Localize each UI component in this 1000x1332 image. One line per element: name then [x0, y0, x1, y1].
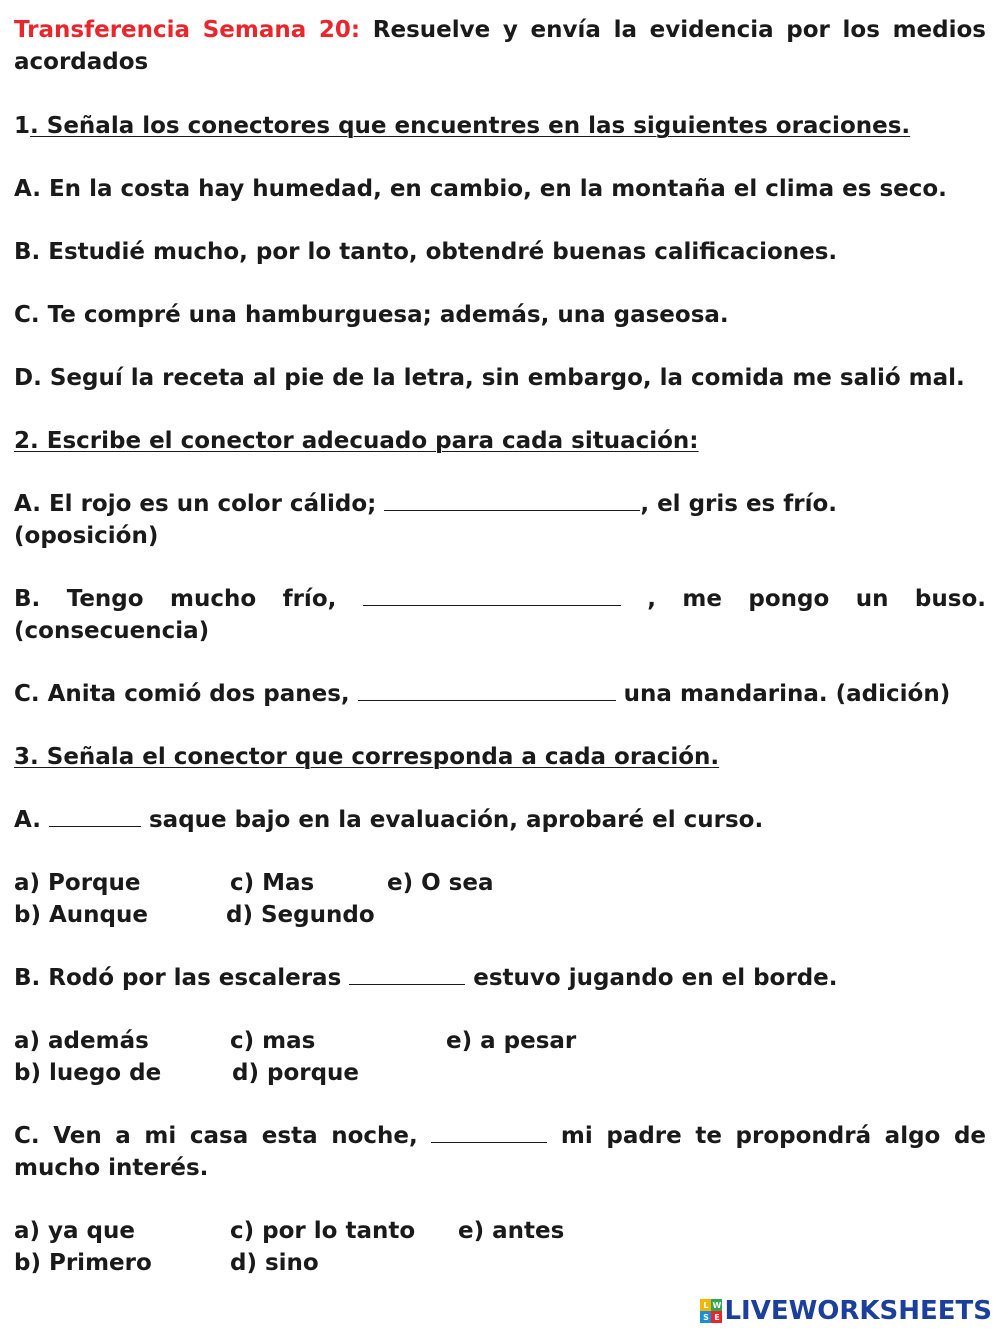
worksheet-header	[14, 14, 986, 78]
question-1-title	[14, 110, 986, 142]
question-2-title: 2. Escribe el conector adecuado para cada situación:	[14, 428, 699, 454]
q3-b-option-c[interactable]: c) mas	[230, 1028, 316, 1054]
q3-c-option-b[interactable]: b) Primero	[14, 1250, 152, 1276]
q2-a-text-before: A. El rojo es un color cálido;	[14, 491, 385, 517]
q1-item-b: B. Estudié mucho, por lo tanto, obtendré buenas calificaciones.	[14, 239, 838, 265]
q1-item-a: A. En la costa hay humedad, en cambio, en la montaña el clima es seco.	[14, 176, 947, 202]
q3-c-option-d[interactable]: d) sino	[230, 1250, 319, 1276]
q3-c-options	[14, 1215, 986, 1279]
q3-a-options	[14, 867, 986, 931]
q3-c-option-a[interactable]: a) ya que	[14, 1218, 135, 1244]
q2-item-b	[14, 583, 986, 647]
q2-c-text-before: C. Anita comió dos panes,	[14, 681, 358, 707]
q2-b-blank[interactable]	[363, 583, 621, 606]
q3-b-text-before: B. Rodó por las escaleras	[14, 965, 350, 991]
q2-a-text-after: , el gris es frío. (oposición)	[14, 491, 838, 549]
q3-b-text-after: estuvo jugando en el borde.	[465, 965, 838, 991]
question-3-title: 3. Señala el conector que corresponda a cada oración.	[14, 744, 720, 770]
liveworksheets-logo-icon: L W S E	[700, 1299, 722, 1323]
q3-item-b	[14, 962, 986, 994]
question-1-number: 1	[14, 113, 31, 139]
q2-c-blank[interactable]	[358, 678, 616, 701]
q3-b-option-e[interactable]: e) a pesar	[446, 1028, 577, 1054]
q2-b-text-before: B. Tengo mucho frío,	[14, 586, 363, 612]
question-1-title-text: . Señala los conectores que encuentres en las siguientes oraciones.	[30, 113, 911, 139]
q3-c-text-after: mi padre te propondrá algo de mucho interés.	[14, 1123, 987, 1181]
q3-a-option-d[interactable]: d) Segundo	[226, 902, 375, 928]
q2-c-text-after: una mandarina. (adición)	[615, 681, 951, 707]
q3-b-option-a[interactable]: a) además	[14, 1028, 149, 1054]
q3-b-options	[14, 1025, 986, 1089]
q3-a-blank[interactable]	[49, 804, 141, 827]
liveworksheets-logo-text: LIVEWORKSHEETS	[724, 1296, 992, 1326]
q3-a-text-before: A.	[14, 807, 49, 833]
q3-item-c	[14, 1120, 986, 1184]
q3-c-option-e[interactable]: e) antes	[458, 1218, 565, 1244]
q3-c-blank[interactable]	[431, 1120, 547, 1143]
q3-a-option-c[interactable]: c) Mas	[230, 870, 315, 896]
liveworksheets-logo	[700, 1296, 992, 1326]
q3-c-text-before: C. Ven a mi casa esta noche,	[14, 1123, 432, 1149]
q3-a-option-e[interactable]: e) O sea	[387, 870, 494, 896]
q2-a-blank[interactable]	[384, 488, 640, 511]
q3-b-option-b[interactable]: b) luego de	[14, 1060, 162, 1086]
q3-b-option-d[interactable]: d) porque	[232, 1060, 360, 1086]
q1-item-d: D. Seguí la receta al pie de la letra, sin embargo, la comida me salió mal.	[14, 365, 965, 391]
q2-item-c	[14, 678, 986, 710]
q3-a-text-after: saque bajo en la evaluación, aprobaré el curso.	[140, 807, 764, 833]
q3-item-a	[14, 804, 986, 836]
worksheet	[14, 10, 986, 1279]
header-label: Transferencia Semana 20:	[14, 17, 361, 43]
q3-a-option-a[interactable]: a) Porque	[14, 870, 141, 896]
q2-b-text-after: , me pongo un buso. (consecuencia)	[14, 586, 986, 644]
q3-a-option-b[interactable]: b) Aunque	[14, 902, 148, 928]
q3-b-blank[interactable]	[349, 962, 465, 985]
q1-item-c: C. Te compré una hamburguesa; además, una gaseosa.	[14, 302, 729, 328]
header-instruction: Resuelve y envía la evidencia por los medios acordados	[14, 17, 986, 75]
q2-item-a	[14, 488, 986, 552]
q3-c-option-c[interactable]: c) por lo tanto	[230, 1218, 416, 1244]
